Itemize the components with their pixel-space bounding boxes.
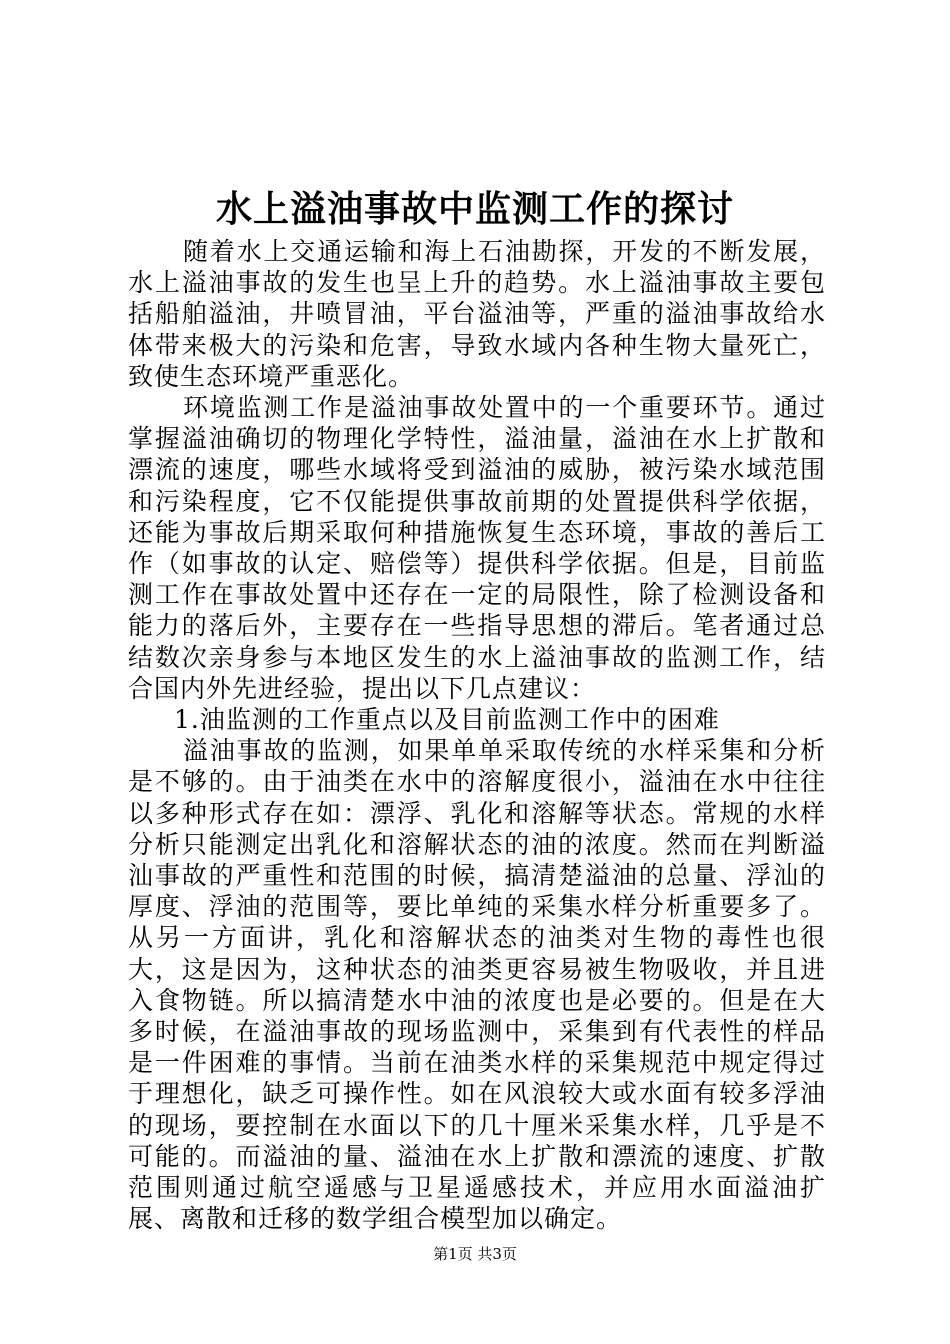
paragraph-monitoring-role: 环境监测工作是溢油事故处置中的一个重要环节。通过掌握溢油确切的物理化学特性，溢油量，溢油在水上扩散和漂流的速度，哪些水域将受到溢油的威胁，被污染水域范围和污染程度，它不仅能提供事故前期的处置提供科学依据，还能为事故后期采取何种措施恢复生态环境，事故的善后工作（如事故的认定、赔偿等）提供科学依据。但是，目前监测工作在事故处置中还存在一定的局限性，除了检测设备和能力的落后外，主要存在一些指导思想的滞后。笔者通过总结数次亲身参与本地区发生的水上溢油事故的监测工作，结合国内外先进经验，提出以下几点建议： [128, 393, 826, 703]
paragraph-intro: 随着水上交通运输和海上石油勘探，开发的不断发展，水上溢油事故的发生也呈上升的趋势。水上溢油事故主要包括船舶溢油，井喷冒油，平台溢油等，严重的溢油事故给水体带来极大的污染和危害，导致水域内各种生物大量死亡，致使生态环境严重恶化。 [128, 237, 826, 391]
document-body [128, 236, 826, 1235]
document-title: 水上溢油事故中监测工作的探讨 [215, 188, 734, 230]
paragraph-difficulties: 溢油事故的监测，如果单单采取传统的水样采集和分析是不够的。由于油类在水中的溶解度很小，溢油在水中往往以多种形式存在如：漂浮、乳化和溶解等状态。常规的水样分析只能测定出乳化和溶解状态的油的浓度。然而在判断溢汕事故的严重性和范围的时候，搞清楚溢油的总量、浮汕的厚度、浮油的范围等，要比单纯的采集水样分析重要多了。从另一方面讲，乳化和溶解状态的油类对生物的毒性也很大，这是因为，这种状态的油类更容易被生物吸收，并且进入食物链。所以搞清楚水中油的浓度也是必要的。但是在大多时候，在溢油事故的现场监测中，采集到有代表性的样品是一件困难的事情。当前在油类水样的采集规范中规定得过于理想化，缺乏可操作性。如在风浪较大或水面有较多浮油的现场，要控制在水面以下的几十厘米采集水样，几乎是不可能的。而溢油的量、溢油在水上扩散和漂流的速度、扩散范围则通过航空遥感与卫星遥感技术，并应用水面溢油扩展、离散和迁移的数学组合模型加以确定。 [128, 736, 826, 1234]
page-footer: 第1页 共3页 [433, 1245, 517, 1263]
section-heading: 1.油监测的工作重点以及目前监测工作中的困难 [174, 705, 720, 735]
